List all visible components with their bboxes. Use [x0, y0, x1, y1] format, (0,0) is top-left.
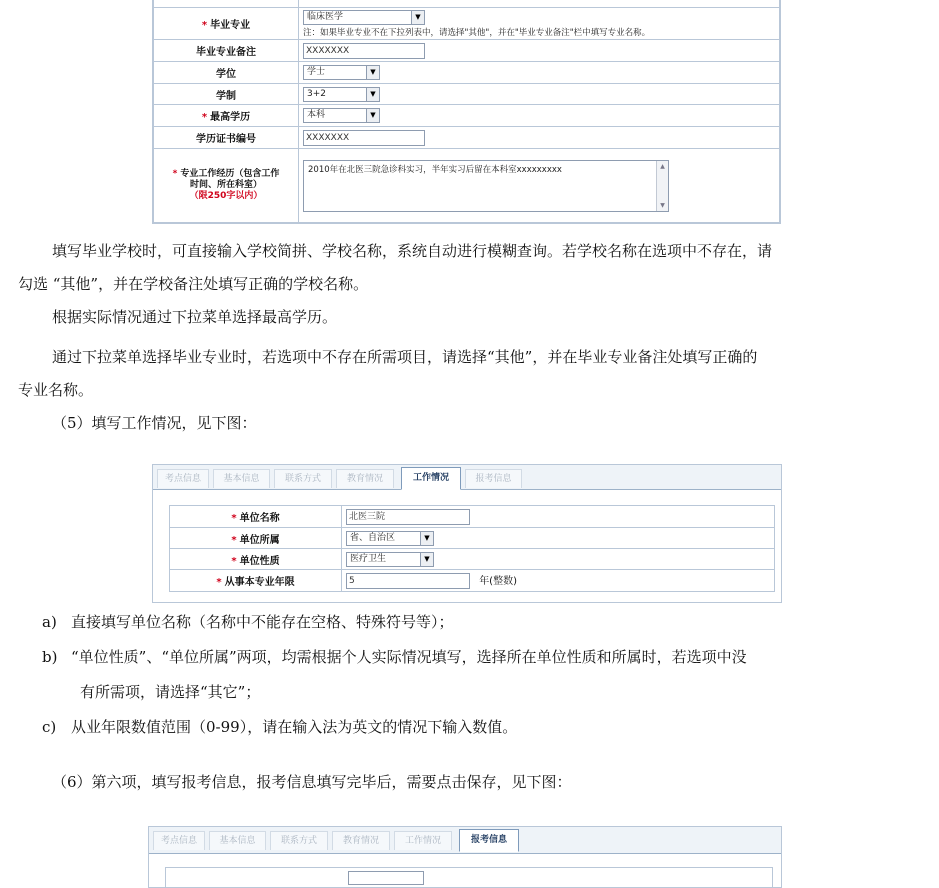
tab-contact[interactable]: 联系方式 [274, 469, 332, 488]
unit-name-input[interactable]: 北医三院 [346, 509, 470, 525]
exam-form-screenshot [148, 826, 782, 888]
chevron-down-icon: ▼ [366, 88, 379, 101]
tab-education[interactable]: 教育情况 [332, 831, 390, 850]
chevron-down-icon: ▼ [420, 532, 433, 545]
paragraph-school: 填写毕业学校时，可直接输入学校简拼、学校名称，系统自动进行模糊查询。若学校名称在选项中不存在，请 [52, 242, 773, 260]
step-5-heading: （5）填写工作情况，见下图： [52, 414, 257, 432]
unit-name-label: 单位名称 [239, 513, 280, 524]
table-row: * 毕业专业 临床医学 ▼ 注：如果毕业专业不在下拉列表中，请选择"其他"，并在"毕业专业备注"栏中填写专业名称。 [154, 8, 780, 40]
unit-belong-select[interactable]: 省、自治区 ▼ [346, 531, 434, 546]
tab-basic-info[interactable]: 基本信息 [209, 831, 266, 850]
table-row [154, 84, 780, 105]
education-form-screenshot [152, 0, 781, 224]
paragraph-education: 根据实际情况通过下拉菜单选择最高学历。 [52, 308, 338, 326]
tab-basic-info[interactable]: 基本信息 [213, 469, 270, 488]
table-row: * 从事本专业年限 5 年(整数) [170, 570, 775, 592]
major-select[interactable]: 临床医学 ▼ [303, 10, 425, 25]
major-remark-input[interactable]: XXXXXXX [303, 43, 425, 59]
tab-work[interactable]: 工作情况 [401, 467, 461, 490]
work-limit-note: （限250字以内） [189, 191, 263, 201]
tab-exam-info[interactable]: 报考信息 [465, 469, 522, 488]
list-item-a: a) 直接填写单位名称（名称中不能存在空格、特殊符号等）； [42, 613, 454, 631]
list-item-b: b) “单位性质”、“单位所属”两项，均需根据个人实际情况填写，选择所在单位性质和所属时，若选项中没 [42, 648, 747, 666]
table-row [154, 127, 780, 149]
tab-contact[interactable]: 联系方式 [270, 831, 328, 850]
tab-exam-site[interactable]: 考点信息 [157, 469, 209, 488]
tab-education[interactable]: 教育情况 [336, 469, 394, 488]
tab-exam-site[interactable]: 考点信息 [153, 831, 205, 850]
edu-label: 最高学历 [210, 112, 251, 123]
paragraph-major: 通过下拉菜单选择毕业专业时，若选项中不存在所需项目，请选择“其他”，并在毕业专业备注处填写正确的 [52, 348, 758, 366]
list-item-c: c) 从业年限数值范围（0-99），请在输入法为英文的情况下输入数值。 [42, 718, 518, 736]
table-row: * 专业工作经历（包含工作 时间、所在科室） （限250字以内） 2010年在北医三院急诊科实习，半年实习后留在本科室xxxxxxxxx ▲ ▼ [154, 149, 780, 223]
education-form-table [153, 0, 780, 223]
chevron-down-icon: ▼ [366, 109, 379, 122]
years-input[interactable]: 5 [346, 573, 470, 589]
table-row: * 单位性质 医疗卫生 ▼ [170, 549, 775, 570]
table-row: * 单位名称 北医三院 [170, 506, 775, 528]
table-row [154, 0, 780, 8]
unit-nature-label: 单位性质 [239, 555, 280, 567]
years-unit: 年(整数) [479, 576, 517, 587]
chevron-down-icon: ▼ [420, 553, 433, 566]
degree-select[interactable]: 学士 ▼ [303, 65, 380, 80]
work-form-screenshot [152, 464, 782, 603]
tab-bar [153, 465, 781, 490]
work-experience-textarea[interactable]: 2010年在北医三院急诊科实习，半年实习后留在本科室xxxxxxxxx ▲ ▼ [303, 160, 669, 212]
tab-work[interactable]: 工作情况 [394, 831, 452, 850]
work-form-table [169, 505, 775, 592]
tab-exam-info[interactable]: 报考信息 [459, 829, 519, 852]
edu-select[interactable]: 本科 ▼ [303, 108, 380, 123]
tab-bar [149, 827, 781, 854]
scrollbar[interactable] [656, 161, 668, 211]
system-label: 学制 [154, 84, 299, 105]
work-label: 专业工作经历（包含工作 [180, 169, 280, 179]
unit-belong-label: 单位所属 [239, 534, 280, 546]
major-remark-label: 毕业专业备注 [154, 40, 299, 62]
scroll-down-icon[interactable]: ▼ [660, 201, 665, 209]
exam-field-input[interactable] [348, 871, 424, 885]
scroll-up-icon[interactable]: ▲ [660, 162, 665, 170]
table-row: * 单位所属 省、自治区 ▼ [170, 528, 775, 549]
degree-label: 学位 [154, 62, 299, 84]
table-row [154, 62, 780, 84]
table-row: * 最高学历 本科 ▼ [154, 105, 780, 127]
cert-input[interactable]: XXXXXXX [303, 130, 425, 146]
system-select[interactable]: 3+2 ▼ [303, 87, 380, 102]
table-row [154, 40, 780, 62]
cert-label: 学历证书编号 [154, 127, 299, 149]
major-note: 注：如果毕业专业不在下拉列表中，请选择"其他"，并在"毕业专业备注"栏中填写专业名称。 [303, 27, 651, 38]
major-label: 毕业专业 [210, 20, 251, 31]
chevron-down-icon: ▼ [411, 11, 424, 24]
chevron-down-icon: ▼ [366, 66, 379, 79]
unit-nature-select[interactable]: 医疗卫生 ▼ [346, 552, 434, 567]
step-6-heading: （6）第六项，填写报考信息，报考信息填写完毕后，需要点击保存，见下图： [52, 773, 572, 791]
years-label: 从事本专业年限 [224, 577, 295, 588]
